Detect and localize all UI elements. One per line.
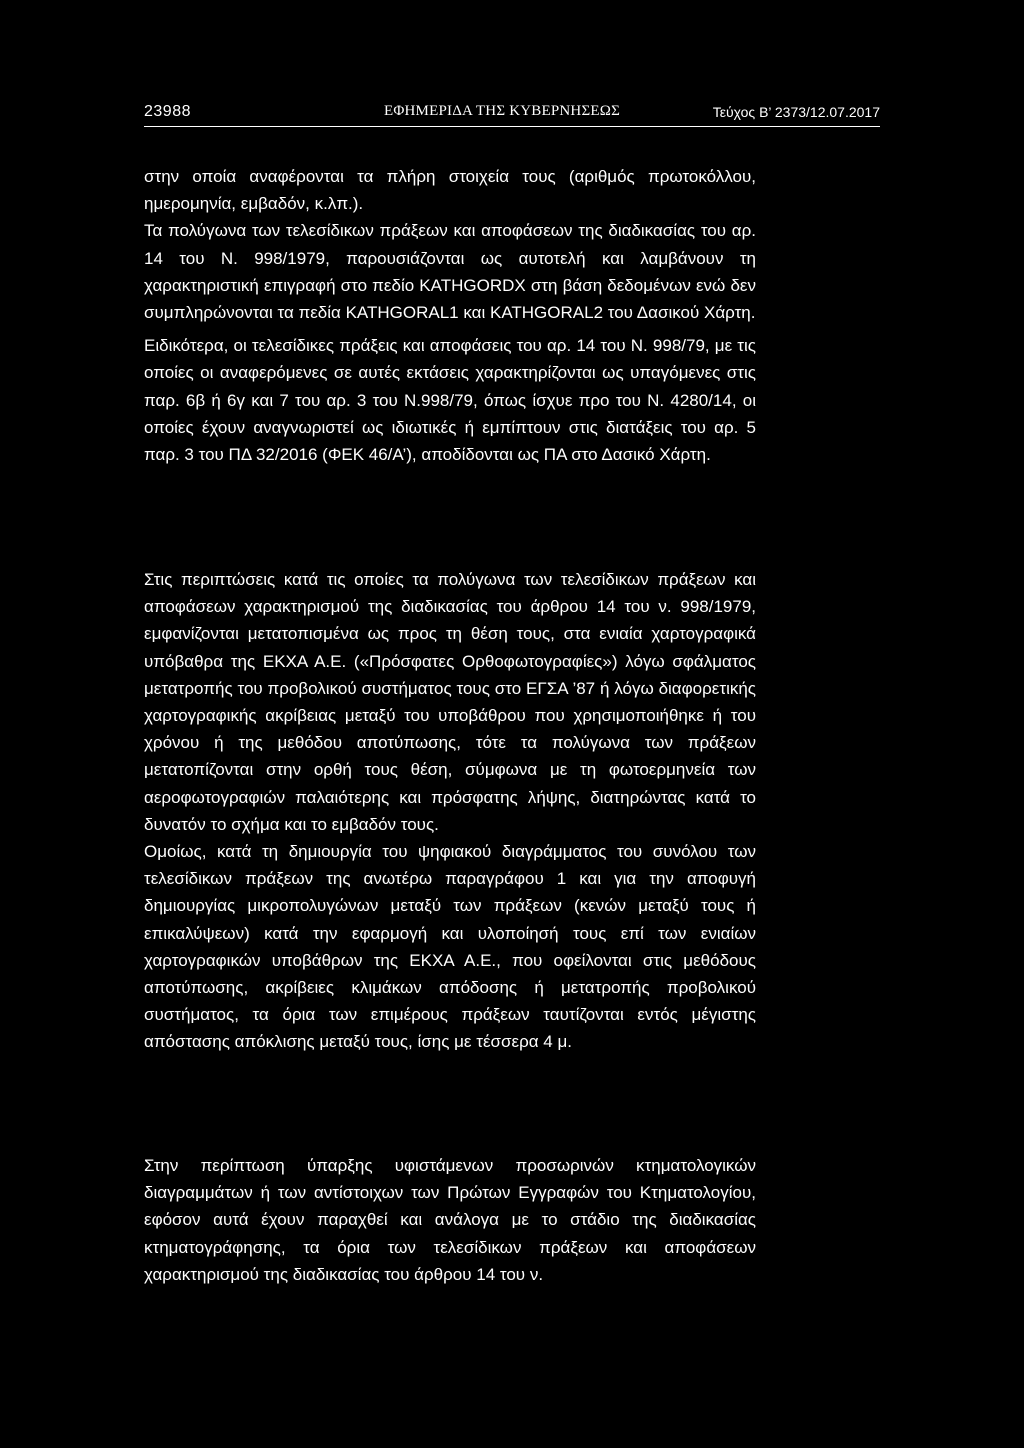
paragraph-5: Ομοίως, κατά τη δημιουργία του ψηφιακού διαγράμματος του συνόλου των τελεσίδικων πράξεων της ανωτέρω παραγράφου 1 και για την αποφυγή δημιουργίας μικροπολυγώνων μεταξύ των πράξεων (κενών μεταξύ τους ή επικαλύψεων) κατά την εφαρμογή και υλοποίησή τους επί των ενιαίων χαρτογραφικών υποβάθρων της ΕΚΧΑ Α.Ε., που οφείλονται στις μεθόδους αποτύπωσης, ακρίβειες κλιμάκων απόδοσης ή μετατροπής προβολικού συστήματος, τα όρια των επιμέρους πράξεων ταυτίζονται εντός μέγιστης απόστασης απόκλισης μεταξύ τους, ίσης με τέσσερα 4 μ.	[144, 842, 756, 1052]
text-block-1	[144, 163, 756, 468]
paragraph-3: Ειδικότερα, οι τελεσίδικες πράξεις και αποφάσεις του αρ. 14 του Ν. 998/79, με τις οποίες οι αναφερόμενες σε αυτές εκτάσεις χαρακτηρίζονται ως υπαγόμενες στις παρ. 6β ή 6γ και 7 του αρ. 3 του Ν.998/79, όπως ίσχυε προ του Ν. 4280/14, οι οποίες έχουν αναγνωριστεί ως ιδιωτικές ή εμπίπτουν στις διατάξεις του αρ. 5 παρ. 3 του ΠΔ 32/2016 (ΦΕΚ 46/Α’), αποδίδονται ως ΠΑ στο Δασικό Χάρτη.	[144, 336, 756, 465]
page-header	[144, 100, 880, 127]
paragraph-2: Τα πολύγωνα των τελεσίδικων πράξεων και αποφάσεων της διαδικασίας του αρ. 14 του Ν. 998/1979, παρουσιάζονται ως αυτοτελή και λαμβάνουν τη χαρακτηριστική επιγραφή στο πεδίο KATHGORDX στη βάση δεδομένων ενώ δεν συμπληρώνονται τα πεδία KATHGORAL1 και KATHGORAL2 του Δασικού Χάρτη.	[144, 221, 756, 323]
gazette-title: ΕΦΗΜΕΡΙΔΑ ΤΗΣ ΚΥΒΕΡΝΗΣΕΩΣ	[384, 103, 621, 119]
paragraph-6: Στην περίπτωση ύπαρξης υφιστάμενων προσωρινών κτηματολογικών διαγραμμάτων ή των αντίστοιχων των Πρώτων Εγγραφών του Κτηματολογίου, εφόσον αυτά έχουν παραχθεί και ανάλογα με το στάδιο της διαδικασίας κτηματογράφησης, τα όρια των τελεσίδικων πράξεων και αποφάσεων χαρακτηρισμού της διαδικασίας του άρθρου 14 του ν.	[144, 1156, 756, 1284]
text-block-3	[144, 1152, 756, 1288]
paragraph-1: στην οποία αναφέρονται τα πλήρη στοιχεία τους (αριθμός πρωτοκόλλου, ημερομηνία, εμβαδόν, κ.λπ.).	[144, 167, 756, 214]
text-block-2	[144, 566, 756, 1056]
page-number: 23988	[144, 103, 191, 120]
issue-reference: Τεύχος Β’ 2373/12.07.2017	[712, 104, 880, 120]
paragraph-4: Στις περιπτώσεις κατά τις οποίες τα πολύγωνα των τελεσίδικων πράξεων και αποφάσεων χαρακτηρισμού της διαδικασίας του άρθρου 14 του ν. 998/1979, εμφανίζονται μετατοπισμένα ως προς τη θέση τους, στα ενιαία χαρτογραφικά υπόβαθρα της ΕΚΧΑ Α.Ε. («Πρόσφατες Ορθοφωτογραφίες») λόγω σφάλματος μετατροπής του προβολικού συστήματος τους στο ΕΓΣΑ ’87 ή λόγω διαφορετικής χαρτογραφικής ακρίβειας μεταξύ του υποβάθρου που χρησιμοποιήθηκε ή του χρόνου ή της μεθόδου αποτύπωσης, τότε τα πολύγωνα των πράξεων μετατοπίζονται στην ορθή τους θέση, σύμφωνα με τη φωτοερμηνεία των αεροφωτογραφιών παλαιότερης και πρόσφατης λήψης, διατηρώντας κατά το δυνατόν το σχήμα και το εμβαδόν τους.	[144, 570, 756, 834]
